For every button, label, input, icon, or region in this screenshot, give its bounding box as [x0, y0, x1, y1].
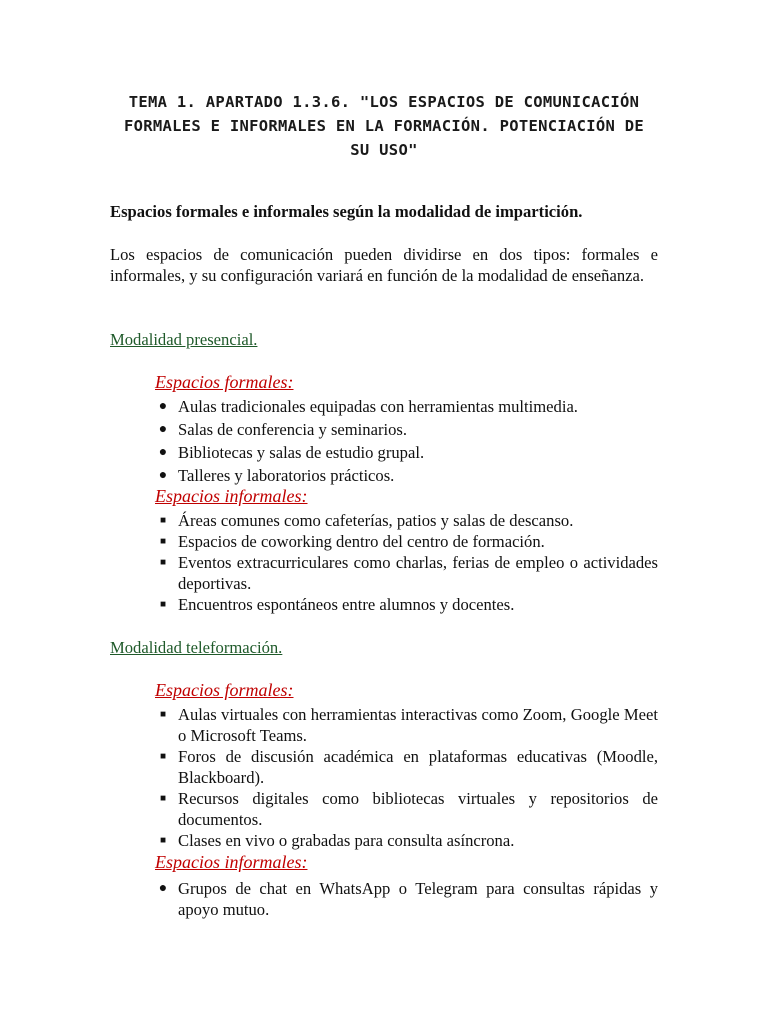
list-item: ● Bibliotecas y salas de estudio grupal.: [158, 443, 425, 462]
list-item: ■ Encuentros espontáneos entre alumnos y docentes.: [0, 594, 658, 615]
list-item: ● Salas de conferencia y seminarios.: [158, 420, 407, 439]
list-item: ■ Eventos extracurriculares como charlas, ferias de empleo o actividades deportivas.: [0, 552, 658, 594]
bullet-square-icon: ■: [159, 709, 167, 720]
document-title: TEMA 1. APARTADO 1.3.6. "LOS ESPACIOS DE COMUNICACIÓN FORMALES E INFORMALES EN LA FORMACIÓN. POTENCIACIÓN DE SU USO": [123, 93, 645, 159]
bullet-dot-icon: ●: [158, 881, 168, 896]
presencial-formal-title: Espacios formales:: [155, 372, 294, 392]
list-item: ■ Recursos digitales como bibliotecas virtuales y repositorios de documentos.: [0, 788, 658, 830]
presencial-informal-list: [110, 510, 658, 615]
teleformacion-formal-heading: [155, 680, 658, 701]
presencial-section: [110, 329, 658, 350]
presencial-formal-list: [110, 396, 658, 486]
bullet-square-icon: ■: [159, 835, 167, 846]
teleformacion-formal-list: [110, 704, 658, 851]
teleformacion-informal-title: Espacios informales:: [155, 852, 308, 872]
bullet-square-icon: ■: [159, 557, 167, 568]
bullet-dot-icon: ●: [158, 422, 168, 437]
teleformacion-formal-title: Espacios formales:: [155, 680, 294, 700]
intro-paragraph: Los espacios de comunicación pueden dividirse en dos tipos: formales e informales, y su configuración variará en función de la modalidad de enseñanza.: [110, 245, 658, 285]
presencial-heading: Modalidad presencial.: [110, 330, 258, 349]
list-item: ● Aulas tradicionales equipadas con herramientas multimedia.: [158, 397, 578, 416]
bullet-square-icon: ■: [159, 793, 167, 804]
presencial-informal-heading: [155, 486, 658, 507]
bullet-dot-icon: ●: [158, 399, 168, 414]
bullet-dot-icon: ●: [158, 468, 168, 483]
list-item: ■ Clases en vivo o grabadas para consulta asíncrona.: [0, 830, 658, 851]
bullet-square-icon: ■: [159, 751, 167, 762]
list-item: ■ Aulas virtuales con herramientas interactivas como Zoom, Google Meet o Microsoft Teams.: [0, 704, 658, 746]
teleformacion-informal-list: [110, 878, 658, 920]
list-item: ● Grupos de chat en WhatsApp o Telegram para consultas rápidas y apoyo mutuo.: [158, 879, 658, 919]
list-item: ■ Espacios de coworking dentro del centro de formación.: [0, 531, 658, 552]
bullet-dot-icon: ●: [158, 445, 168, 460]
teleformacion-section: [110, 637, 658, 658]
presencial-formal-heading: [155, 372, 658, 393]
section-subheading: Espacios formales e informales según la modalidad de impartición.: [110, 202, 583, 221]
teleformacion-informal-heading: [155, 852, 658, 873]
bullet-square-icon: ■: [159, 515, 167, 526]
bullet-square-icon: ■: [159, 536, 167, 547]
list-item: ■ Áreas comunes como cafeterías, patios y salas de descanso.: [0, 510, 658, 531]
presencial-informal-title: Espacios informales:: [155, 486, 308, 506]
list-item: ● Talleres y laboratorios prácticos.: [158, 466, 395, 485]
teleformacion-heading: Modalidad teleformación.: [110, 638, 283, 657]
bullet-square-icon: ■: [159, 599, 167, 610]
list-item: ■ Foros de discusión académica en plataformas educativas (Moodle, Blackboard).: [0, 746, 658, 788]
